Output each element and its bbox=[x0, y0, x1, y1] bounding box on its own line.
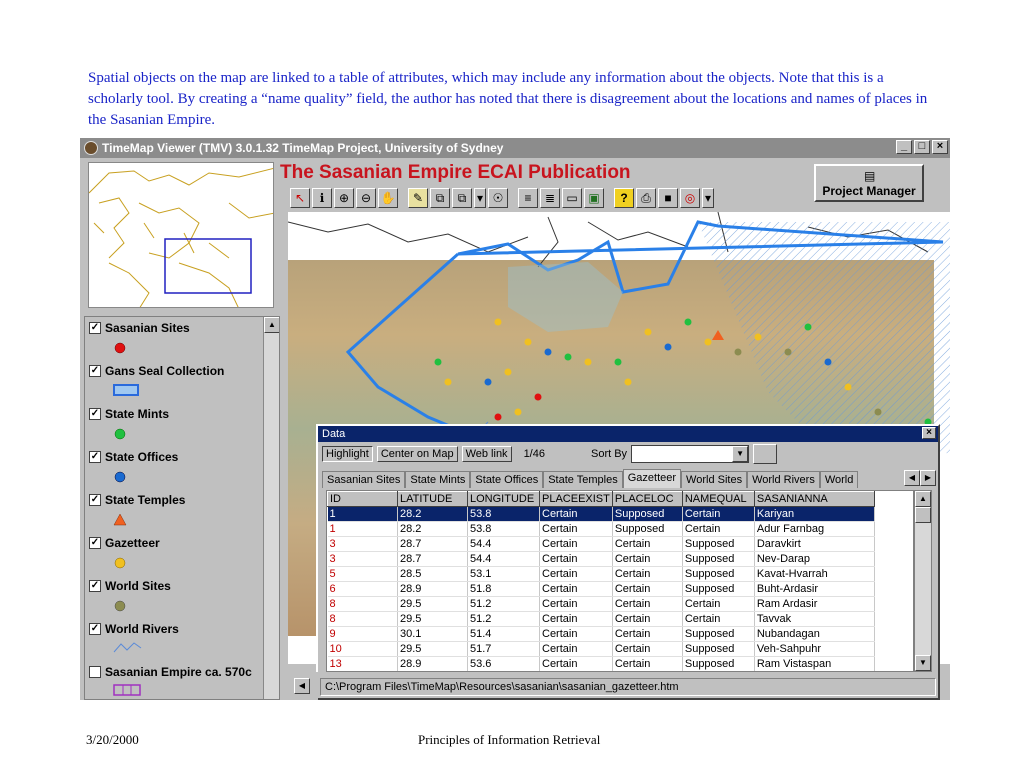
table-cell: 13 bbox=[328, 657, 398, 672]
table-cell: 53.1 bbox=[468, 567, 540, 582]
project-manager-label: Project Manager bbox=[822, 184, 916, 198]
river-line-icon bbox=[113, 640, 143, 654]
layer-sasanian-sites[interactable] bbox=[89, 321, 190, 335]
table-cell: Supposed bbox=[682, 627, 754, 642]
table-cell: 28.9 bbox=[398, 582, 468, 597]
layer-state-mints[interactable] bbox=[89, 407, 169, 421]
print-icon[interactable]: ⎙ bbox=[636, 188, 656, 208]
blue-hatch-box-icon bbox=[113, 383, 141, 397]
tab-world[interactable]: World bbox=[820, 471, 859, 488]
table-cell: 51.7 bbox=[468, 642, 540, 657]
layer-label: Gazetteer bbox=[105, 536, 160, 550]
zoom-out-icon[interactable]: ⊖ bbox=[356, 188, 376, 208]
table-cell: Certain bbox=[612, 657, 682, 672]
table-cell: Certain bbox=[612, 597, 682, 612]
layer-label: World Rivers bbox=[105, 622, 179, 636]
record-count: 1/46 bbox=[523, 448, 545, 460]
table-cell: 54.4 bbox=[468, 537, 540, 552]
table-row[interactable] bbox=[328, 627, 875, 642]
table-cell: Certain bbox=[540, 567, 613, 582]
scroll-thumb[interactable] bbox=[915, 507, 931, 523]
table-cell: 51.2 bbox=[468, 597, 540, 612]
table-cell: Supposed bbox=[682, 582, 754, 597]
orange-triangle-icon bbox=[113, 513, 127, 527]
layer-checkbox[interactable]: ✓ bbox=[90, 494, 100, 505]
table-cell: 51.4 bbox=[468, 627, 540, 642]
table-cell: 1 bbox=[328, 522, 398, 537]
table-cell: 28.2 bbox=[398, 522, 468, 537]
scroll-left-icon[interactable]: ◀ bbox=[294, 678, 310, 694]
tab-state-temples[interactable]: State Temples bbox=[543, 471, 623, 488]
table-cell: Certain bbox=[612, 627, 682, 642]
minimize-button[interactable]: _ bbox=[896, 140, 912, 154]
table-row[interactable] bbox=[328, 522, 875, 537]
highlight-button[interactable]: Highlight bbox=[322, 446, 373, 462]
tab-state-offices[interactable]: State Offices bbox=[470, 471, 543, 488]
green-dot-icon bbox=[113, 427, 127, 441]
info-icon[interactable]: ℹ bbox=[312, 188, 332, 208]
center-on-map-button[interactable]: Center on Map bbox=[377, 446, 458, 462]
table-cell: Certain bbox=[540, 552, 613, 567]
layer-checkbox[interactable] bbox=[89, 666, 101, 678]
table-cell: Certain bbox=[612, 642, 682, 657]
footer-title: Principles of Information Retrieval bbox=[418, 732, 601, 747]
table-cell: Supposed bbox=[612, 507, 682, 522]
table-cell: 28.7 bbox=[398, 552, 468, 567]
overview-extent-box[interactable] bbox=[165, 239, 251, 293]
table-cell: Supposed bbox=[682, 537, 754, 552]
tab-sasanian-sites[interactable]: Sasanian Sites bbox=[322, 471, 405, 488]
column-header[interactable]: LONGITUDE bbox=[468, 492, 540, 507]
window-title: TimeMap Viewer (TMV) 3.0.1.32 TimeMap Project, University of Sydney bbox=[102, 141, 504, 155]
layer-label: World Sites bbox=[105, 579, 171, 593]
table-header-row bbox=[328, 492, 875, 507]
table-cell: Veh-Sahpuhr bbox=[754, 642, 874, 657]
table-cell: 29.5 bbox=[398, 612, 468, 627]
table-cell: 53.8 bbox=[468, 522, 540, 537]
pan-icon[interactable]: ✋ bbox=[378, 188, 398, 208]
project-manager-icon: ▤ bbox=[864, 169, 876, 183]
tab-scroll-right-icon[interactable]: ▶ bbox=[920, 470, 936, 486]
dropdown-icon[interactable]: ▾ bbox=[474, 188, 486, 208]
column-header[interactable]: PLACEEXIST bbox=[540, 492, 613, 507]
table-cell: Supposed bbox=[612, 522, 682, 537]
table-cell: Certain bbox=[540, 597, 613, 612]
layer-checkbox[interactable]: ✓ bbox=[90, 623, 100, 634]
layer-world-rivers[interactable] bbox=[89, 622, 179, 636]
scroll-up-icon[interactable]: ▲ bbox=[264, 317, 280, 333]
help-icon[interactable]: ? bbox=[614, 188, 634, 208]
select-icon[interactable]: ✎ bbox=[408, 188, 428, 208]
column-header[interactable]: PLACELOC bbox=[612, 492, 682, 507]
table-cell: Certain bbox=[540, 642, 613, 657]
table-cell: 3 bbox=[328, 552, 398, 567]
table-row[interactable] bbox=[328, 657, 875, 672]
table-cell: 53.6 bbox=[468, 657, 540, 672]
layer-gans-seal-collection[interactable] bbox=[89, 364, 224, 378]
status-path: C:\Program Files\TimeMap\Resources\sasanian\sasanian_gazetteer.htm bbox=[320, 678, 936, 696]
table-cell: 29.5 bbox=[398, 597, 468, 612]
table-cell: Certain bbox=[540, 612, 613, 627]
table-cell: Certain bbox=[612, 612, 682, 627]
blue-dot-icon bbox=[113, 470, 127, 484]
table-cell: Supposed bbox=[682, 657, 754, 672]
data-window-titlebar bbox=[318, 426, 938, 442]
chevron-down-icon[interactable]: ▼ bbox=[732, 446, 748, 462]
timemap-viewer-window bbox=[80, 138, 950, 700]
column-header[interactable]: SASANIANNA bbox=[754, 492, 874, 507]
project-manager-button[interactable] bbox=[814, 164, 924, 202]
table-cell: 28.2 bbox=[398, 507, 468, 522]
scroll-down-icon[interactable]: ▼ bbox=[915, 655, 931, 671]
table-cell: 3 bbox=[328, 537, 398, 552]
table-cell: Certain bbox=[682, 522, 754, 537]
dropdown-icon[interactable]: ▾ bbox=[702, 188, 714, 208]
globe-icon[interactable]: ◎ bbox=[680, 188, 700, 208]
table-scrollbar[interactable] bbox=[914, 490, 932, 672]
yellow-dot-icon bbox=[113, 556, 127, 570]
layer-checkbox[interactable]: ✓ bbox=[90, 537, 100, 548]
table-cell: 10 bbox=[328, 642, 398, 657]
save-icon[interactable]: ■ bbox=[658, 188, 678, 208]
table-cell: 6 bbox=[328, 582, 398, 597]
column-header[interactable]: ID bbox=[328, 492, 398, 507]
caspian-sea bbox=[508, 262, 623, 332]
close-button[interactable]: × bbox=[932, 140, 948, 154]
layer-state-offices[interactable] bbox=[89, 450, 178, 464]
column-header[interactable]: LATITUDE bbox=[398, 492, 468, 507]
layer-sasanian-empire[interactable] bbox=[89, 665, 252, 679]
layer-legend-panel bbox=[84, 316, 280, 700]
layer-label: Sasanian Sites bbox=[105, 321, 190, 335]
tab-gazetteer[interactable]: Gazetteer bbox=[623, 469, 681, 488]
table-cell: Buht-Ardasir bbox=[754, 582, 874, 597]
tab-state-mints[interactable]: State Mints bbox=[405, 471, 470, 488]
table-cell: 9 bbox=[328, 627, 398, 642]
table-cell: Supposed bbox=[682, 552, 754, 567]
table-cell: Certain bbox=[540, 522, 613, 537]
table-cell: 29.5 bbox=[398, 642, 468, 657]
table-cell: Adur Farnbag bbox=[754, 522, 874, 537]
column-header[interactable]: NAMEQUAL bbox=[682, 492, 754, 507]
table-cell: Certain bbox=[682, 597, 754, 612]
table-cell: Nev-Darap bbox=[754, 552, 874, 567]
table-cell: Certain bbox=[612, 552, 682, 567]
layout-icon[interactable]: ▭ bbox=[562, 188, 582, 208]
table-row[interactable] bbox=[328, 507, 875, 522]
table-cell: Certain bbox=[540, 537, 613, 552]
slide-caption: Spatial objects on the map are linked to a table of attributes, which may include any information about the objects. Note that this is a scholarly tool. By creating a “name quality” field, the author has noted that there is disagreement about the locations and names of places in the Sasanian Empire. bbox=[88, 70, 928, 128]
data-window bbox=[316, 424, 940, 700]
legend-icon[interactable]: ≡ bbox=[518, 188, 538, 208]
table-cell: Daravkirt bbox=[754, 537, 874, 552]
layer-checkbox[interactable]: ✓ bbox=[90, 365, 100, 376]
layer-label: Sasanian Empire ca. 570c bbox=[105, 665, 252, 679]
tab-world-rivers[interactable]: World Rivers bbox=[747, 471, 820, 488]
map-scroll-left[interactable] bbox=[288, 672, 318, 700]
layer-state-temples[interactable] bbox=[89, 493, 185, 507]
layer-tabs bbox=[318, 466, 938, 488]
table-cell: 1 bbox=[328, 507, 398, 522]
table-row[interactable] bbox=[328, 582, 875, 597]
web-link-button[interactable]: Web link bbox=[462, 446, 512, 462]
map-title: The Sasanian Empire ECAI Publication bbox=[280, 162, 631, 183]
table-cell: Certain bbox=[612, 582, 682, 597]
red-dot-icon bbox=[113, 341, 127, 355]
table-cell: Certain bbox=[612, 537, 682, 552]
list-icon[interactable]: ≣ bbox=[540, 188, 560, 208]
tab-world-sites[interactable]: World Sites bbox=[681, 471, 747, 488]
table-cell: 28.9 bbox=[398, 657, 468, 672]
table-row[interactable] bbox=[328, 537, 875, 552]
query-table-icon[interactable]: ⧉ bbox=[452, 188, 472, 208]
table-row[interactable] bbox=[328, 597, 875, 612]
table-cell: Kariyan bbox=[754, 507, 874, 522]
data-window-title: Data bbox=[322, 428, 346, 440]
table-row[interactable] bbox=[328, 642, 875, 657]
table-cell: Certain bbox=[540, 627, 613, 642]
table-cell: 30.1 bbox=[398, 627, 468, 642]
app-icon bbox=[84, 141, 98, 155]
table-cell: Supposed bbox=[682, 567, 754, 582]
footer-date: 3/20/2000 bbox=[86, 732, 139, 747]
table-cell: Certain bbox=[682, 612, 754, 627]
purple-box-icon bbox=[113, 683, 143, 697]
layer-checkbox[interactable]: ✓ bbox=[90, 580, 100, 591]
table-cell: Ram Ardasir bbox=[754, 597, 874, 612]
table-cell: Kavat-Hvarrah bbox=[754, 567, 874, 582]
layer-label: State Mints bbox=[105, 407, 170, 421]
query-icon[interactable]: ⧉ bbox=[430, 188, 450, 208]
table-cell: 28.7 bbox=[398, 537, 468, 552]
table-cell: 51.8 bbox=[468, 582, 540, 597]
layer-label: Gans Seal Collection bbox=[105, 364, 225, 378]
table-row[interactable] bbox=[328, 552, 875, 567]
table-cell: Certain bbox=[682, 507, 754, 522]
layer-label: State Offices bbox=[105, 450, 179, 464]
layer-checkbox[interactable]: ✓ bbox=[90, 451, 100, 462]
layer-gazetteer[interactable] bbox=[89, 536, 160, 550]
table-cell: Certain bbox=[540, 657, 613, 672]
table-row[interactable] bbox=[328, 567, 875, 582]
scroll-up-icon[interactable]: ▲ bbox=[915, 491, 931, 507]
sort-by-label: Sort By bbox=[590, 448, 628, 460]
layer-checkbox[interactable]: ✓ bbox=[90, 322, 100, 333]
layer-checkbox[interactable]: ✓ bbox=[90, 408, 100, 419]
attribute-table[interactable] bbox=[326, 490, 914, 672]
tab-scroll-left-icon[interactable]: ◀ bbox=[904, 470, 920, 486]
table-cell: Certain bbox=[540, 507, 613, 522]
table-cell: Tavvak bbox=[754, 612, 874, 627]
layer-scrollbar[interactable] bbox=[263, 317, 279, 700]
overview-map[interactable] bbox=[88, 162, 274, 308]
table-cell: Nubandagan bbox=[754, 627, 874, 642]
data-window-toolbar bbox=[318, 442, 938, 466]
arrow-icon[interactable]: ↖ bbox=[290, 188, 310, 208]
table-cell: 8 bbox=[328, 612, 398, 627]
table-cell: 54.4 bbox=[468, 552, 540, 567]
table-cell: 28.5 bbox=[398, 567, 468, 582]
table-cell: 8 bbox=[328, 597, 398, 612]
table-cell: Supposed bbox=[682, 642, 754, 657]
zoom-in-icon[interactable]: ⊕ bbox=[334, 188, 354, 208]
layer-label: State Temples bbox=[105, 493, 186, 507]
export-icon[interactable]: ▣ bbox=[584, 188, 604, 208]
olive-dot-icon bbox=[113, 599, 127, 613]
maximize-button[interactable]: □ bbox=[914, 140, 930, 154]
table-row[interactable] bbox=[328, 612, 875, 627]
find-icon[interactable]: ☉ bbox=[488, 188, 508, 208]
sort-by-select[interactable] bbox=[631, 445, 749, 463]
layer-world-sites[interactable] bbox=[89, 579, 171, 593]
table-cell: Certain bbox=[612, 567, 682, 582]
window-titlebar bbox=[80, 138, 950, 158]
data-close-icon[interactable]: × bbox=[922, 427, 936, 439]
table-cell: Ram Vistaspan bbox=[754, 657, 874, 672]
map-toolbar bbox=[290, 188, 714, 208]
table-cell: 5 bbox=[328, 567, 398, 582]
table-cell: 53.8 bbox=[468, 507, 540, 522]
sort-order-button[interactable] bbox=[753, 444, 777, 464]
table-cell: Certain bbox=[540, 582, 613, 597]
table-cell: 51.2 bbox=[468, 612, 540, 627]
